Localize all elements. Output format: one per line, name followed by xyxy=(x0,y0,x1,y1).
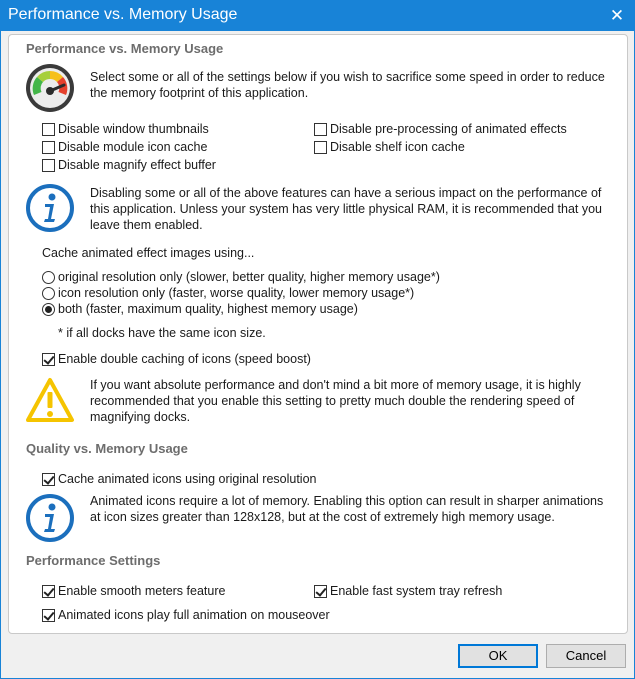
radio-icon-resolution[interactable] xyxy=(42,285,414,301)
info-text-animated-icons: Animated icons require a lot of memory. Enabling this option can result in sharper animations at icon sizes greater than 128x128, but at the cost of extremely high memory usage. xyxy=(90,494,604,524)
radio-label: both (faster, maximum quality, highest memory usage) xyxy=(58,302,358,316)
section-header-performance-settings: Performance Settings xyxy=(26,553,161,568)
settings-panel xyxy=(8,34,628,634)
checkbox-label: Animated icons play full animation on mouseover xyxy=(58,608,330,622)
checkbox-disable-window-thumbnails[interactable] xyxy=(42,121,209,137)
checkbox-box[interactable] xyxy=(314,123,327,136)
checkbox-box[interactable] xyxy=(42,609,55,622)
checkbox-label: Enable smooth meters feature xyxy=(58,584,226,598)
checkbox-disable-magnify-buffer[interactable] xyxy=(42,157,216,173)
checkbox-disable-preprocessing[interactable] xyxy=(314,121,567,137)
radio-dot[interactable] xyxy=(42,271,55,284)
checkbox-box[interactable] xyxy=(42,473,55,486)
radio-label: icon resolution only (faster, worse quality, lower memory usage*) xyxy=(58,286,415,300)
checkbox-fast-tray-refresh[interactable] xyxy=(314,583,502,599)
info-text-features: Disabling some or all of the above features can have a serious impact on the performance of this application. Unless your system has very little physical RAM, it is recommended that you leave them enabled. xyxy=(90,186,603,232)
warning-icon xyxy=(25,377,75,423)
ok-button[interactable]: OK xyxy=(458,644,538,668)
checkbox-box[interactable] xyxy=(42,159,55,172)
checkbox-box[interactable] xyxy=(42,585,55,598)
checkbox-label: Disable window thumbnails xyxy=(58,122,209,136)
section-header-quality-memory: Quality vs. Memory Usage xyxy=(26,441,188,456)
checkbox-smooth-meters[interactable] xyxy=(42,583,225,599)
radio-dot[interactable] xyxy=(42,303,55,316)
cache-footnote: * if all docks have the same icon size. xyxy=(58,326,266,340)
cache-heading: Cache animated effect images using... xyxy=(42,246,255,260)
checkbox-label: Enable fast system tray refresh xyxy=(330,584,503,598)
section-header-performance-memory: Performance vs. Memory Usage xyxy=(26,41,224,56)
speedometer-icon xyxy=(25,63,75,113)
checkbox-label: Enable double caching of icons (speed boost) xyxy=(58,352,311,366)
checkbox-label: Disable shelf icon cache xyxy=(330,140,465,154)
checkbox-box[interactable] xyxy=(314,585,327,598)
checkbox-label: Disable pre-processing of animated effects xyxy=(330,122,567,136)
radio-original-resolution[interactable] xyxy=(42,269,440,285)
radio-label: original resolution only (slower, better quality, higher memory usage*) xyxy=(58,270,440,284)
checkbox-full-animation-mouseover[interactable] xyxy=(42,607,330,623)
checkbox-box[interactable] xyxy=(314,141,327,154)
radio-dot[interactable] xyxy=(42,287,55,300)
checkbox-label: Cache animated icons using original resolution xyxy=(58,472,317,486)
close-icon[interactable]: ✕ xyxy=(609,6,625,25)
checkbox-disable-module-icon-cache[interactable] xyxy=(42,139,207,155)
window-title: Performance vs. Memory Usage xyxy=(8,6,238,23)
radio-both[interactable] xyxy=(42,301,358,317)
title-bar[interactable] xyxy=(1,1,634,31)
checkbox-double-caching[interactable] xyxy=(42,351,311,367)
checkbox-label: Disable magnify effect buffer xyxy=(58,158,216,172)
warning-text: If you want absolute performance and don't mind a bit more of memory usage, it is highly recommended that you enable this setting to pretty much double the rendering speed of magnifying docks. xyxy=(90,378,581,424)
checkbox-box[interactable] xyxy=(42,353,55,366)
cancel-button[interactable]: Cancel xyxy=(546,644,626,668)
checkbox-cache-original-resolution[interactable] xyxy=(42,471,316,487)
checkbox-box[interactable] xyxy=(42,123,55,136)
checkbox-disable-shelf-icon-cache[interactable] xyxy=(314,139,465,155)
info-icon xyxy=(25,493,75,543)
intro-text: Select some or all of the settings below if you wish to sacrifice some speed in order to reduce the memory footprint of this application. xyxy=(90,70,605,100)
checkbox-box[interactable] xyxy=(42,141,55,154)
checkbox-label: Disable module icon cache xyxy=(58,140,208,154)
info-icon xyxy=(25,183,75,233)
